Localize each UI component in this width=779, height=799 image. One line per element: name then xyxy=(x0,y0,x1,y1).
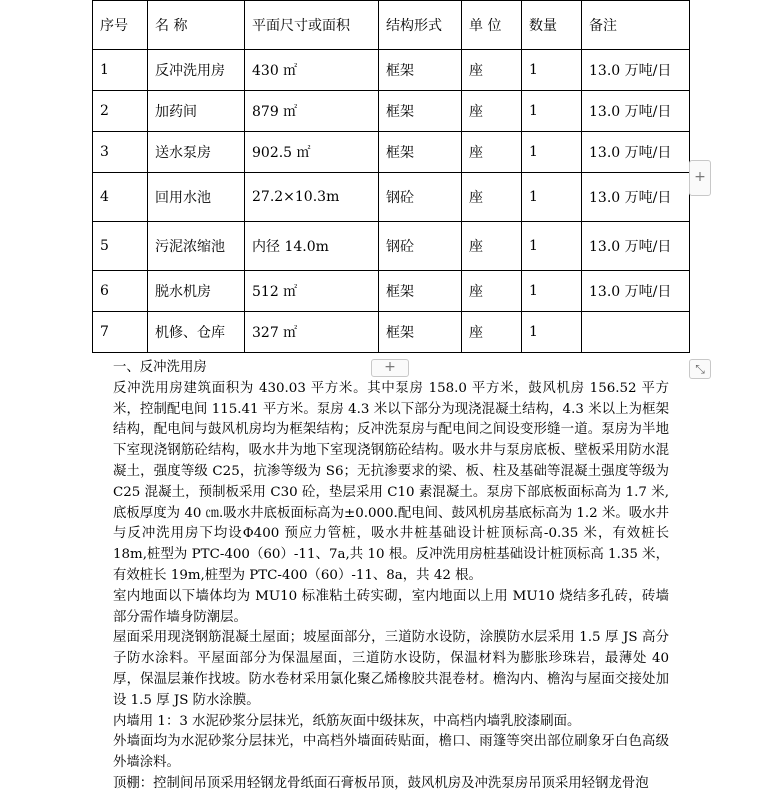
table-cell[interactable]: 13.0 万吨/日 xyxy=(582,91,690,132)
table-cell[interactable]: 内径 14.0m xyxy=(245,222,379,271)
paragraph: 屋面采用现浇钢筋混凝土屋面；坡屋面部分，三道防水设防，涂膜防水层采用 1.5 厚 JS 高分子防水涂料。平屋面部分为保温屋面，三道防水设防，保温材料为膨胀珍珠岩，最薄处 40 厚，保温层兼作找坡。防水卷材采用氯化聚乙烯橡胶共混卷材。檐沟内、檐沟与屋面交接处加设 1.5 厚 JS 防水涂膜。 xyxy=(113,630,669,708)
table-cell[interactable]: 座 xyxy=(462,312,522,353)
table-row xyxy=(93,173,690,222)
table-row xyxy=(93,222,690,271)
table-cell[interactable] xyxy=(582,312,690,353)
table-cell[interactable]: 座 xyxy=(462,222,522,271)
table-cell[interactable]: 反冲洗用房 xyxy=(148,50,245,91)
table-cell[interactable]: 430 ㎡ xyxy=(245,50,379,91)
table-cell[interactable]: 1 xyxy=(522,173,582,222)
header-cell[interactable]: 平面尺寸或面积 xyxy=(245,1,379,50)
header-cell[interactable]: 序号 xyxy=(93,1,148,50)
table-cell[interactable]: 7 xyxy=(93,312,148,353)
table-row xyxy=(93,50,690,91)
table-cell[interactable]: 1 xyxy=(522,222,582,271)
table-cell[interactable]: 送水泵房 xyxy=(148,132,245,173)
table-cell[interactable]: 1 xyxy=(522,132,582,173)
facility-table-container xyxy=(92,0,690,353)
section-heading: 一、反冲洗用房 xyxy=(113,360,207,375)
header-cell[interactable]: 备注 xyxy=(582,1,690,50)
header-cell[interactable]: 单 位 xyxy=(462,1,522,50)
table-cell[interactable]: 座 xyxy=(462,173,522,222)
paragraph: 内墙用 1：3 水泥砂浆分层抹光，纸筋灰面中级抹灰，中高档内墙乳胶漆刷面。 xyxy=(113,713,581,729)
table-row xyxy=(93,312,690,353)
table-cell[interactable]: 钢砼 xyxy=(379,222,462,271)
table-cell[interactable]: 座 xyxy=(462,271,522,312)
section-body xyxy=(113,358,669,795)
paragraph: 外墙面均为水泥砂浆分层抹光，中高档外墙面砖贴面，檐口、雨篷等突出部位刷象牙白色高级外墙涂料。 xyxy=(113,734,669,771)
add-row-button[interactable]: + xyxy=(371,359,409,377)
table-cell[interactable]: 脱水机房 xyxy=(148,271,245,312)
table-row xyxy=(93,91,690,132)
paragraph: 室内地面以下墙体均为 MU10 标准粘土砖实砌，室内地面以上用 MU10 烧结多孔砖，砖墙部分需作墙身防潮层。 xyxy=(113,588,669,625)
header-cell[interactable]: 名 称 xyxy=(148,1,245,50)
table-cell[interactable]: 钢砼 xyxy=(379,173,462,222)
table-cell[interactable]: 902.5 ㎡ xyxy=(245,132,379,173)
table-cell[interactable]: 27.2×10.3m xyxy=(245,173,379,222)
table-cell[interactable]: 框架 xyxy=(379,50,462,91)
table-cell[interactable]: 加药间 xyxy=(148,91,245,132)
add-column-button[interactable]: + xyxy=(689,160,711,196)
table-cell[interactable]: 13.0 万吨/日 xyxy=(582,173,690,222)
table-row xyxy=(93,271,690,312)
table-cell[interactable]: 座 xyxy=(462,50,522,91)
table-cell[interactable]: 13.0 万吨/日 xyxy=(582,222,690,271)
facility-table xyxy=(92,0,690,353)
table-cell[interactable]: 机修、仓库 xyxy=(148,312,245,353)
table-cell[interactable]: 框架 xyxy=(379,132,462,173)
table-cell[interactable]: 座 xyxy=(462,91,522,132)
table-cell[interactable]: 4 xyxy=(93,173,148,222)
table-cell[interactable]: 13.0 万吨/日 xyxy=(582,271,690,312)
paragraph: 反冲洗用房建筑面积为 430.03 平方米。其中泵房 158.0 平方米，鼓风机房 156.52 平方米，控制配电间 115.41 平方米。泵房 4.3 米以下部分为现浇混凝土结构，4.3 米以上为框架结构，配电间与鼓风机房均为框架结构；反冲洗泵房与配电间之间设变形缝一道。泵房为半地下室现浇钢筋砼结构，吸水井为地下室现浇钢筋砼结构。吸水井与泵房底板、壁板采用防水混凝土，强度等级 C25，抗渗等级为 S6；无抗渗要求的梁、板、柱及基础等混凝土强度等级为 C25 混凝土，预制板采用 C30 砼，垫层采用 C10 素混凝土。泵房下部底板面标高为 1.7 米,底板厚度为 40 ㎝.吸水井底板面标高为±0.000.配电间、鼓风机房基底标高为 1.2 米。吸水井与反冲洗用房下均设Φ400 预应力管桩，吸水井桩基础设计桩顶标高-0.35 米，有效桩长 18m,桩型为 PTC-400（60）-11、7a,共 10 根。反冲洗用房桩基础设计桩顶标高 1.35 米，有效桩长 19m,桩型为 PTC-400（60）-11、8a，共 42 根。 xyxy=(113,380,669,583)
paragraph: 顶棚：控制间吊顶采用轻钢龙骨纸面石膏板吊顶，鼓风机房及冲洗泵房吊顶采用轻钢龙骨泡 xyxy=(113,775,649,791)
table-resize-handle-icon[interactable]: ⤡ xyxy=(689,359,711,379)
table-cell[interactable]: 1 xyxy=(522,91,582,132)
table-cell[interactable]: 回用水池 xyxy=(148,173,245,222)
table-cell[interactable]: 3 xyxy=(93,132,148,173)
table-cell[interactable]: 5 xyxy=(93,222,148,271)
table-cell[interactable]: 2 xyxy=(93,91,148,132)
table-cell[interactable]: 1 xyxy=(522,50,582,91)
table-row xyxy=(93,132,690,173)
table-cell[interactable]: 污泥浓缩池 xyxy=(148,222,245,271)
table-cell[interactable]: 框架 xyxy=(379,91,462,132)
table-cell[interactable]: 6 xyxy=(93,271,148,312)
table-cell[interactable]: 879 ㎡ xyxy=(245,91,379,132)
header-cell[interactable]: 数量 xyxy=(522,1,582,50)
table-cell[interactable]: 512 ㎡ xyxy=(245,271,379,312)
table-cell[interactable]: 1 xyxy=(522,312,582,353)
table-cell[interactable]: 327 ㎡ xyxy=(245,312,379,353)
table-cell[interactable]: 1 xyxy=(522,271,582,312)
table-cell[interactable]: 框架 xyxy=(379,271,462,312)
table-cell[interactable]: 13.0 万吨/日 xyxy=(582,50,690,91)
table-cell[interactable]: 座 xyxy=(462,132,522,173)
header-cell[interactable]: 结构形式 xyxy=(379,1,462,50)
table-cell[interactable]: 1 xyxy=(93,50,148,91)
table-cell[interactable]: 13.0 万吨/日 xyxy=(582,132,690,173)
table-cell[interactable]: 框架 xyxy=(379,312,462,353)
table-header-row xyxy=(93,1,690,50)
